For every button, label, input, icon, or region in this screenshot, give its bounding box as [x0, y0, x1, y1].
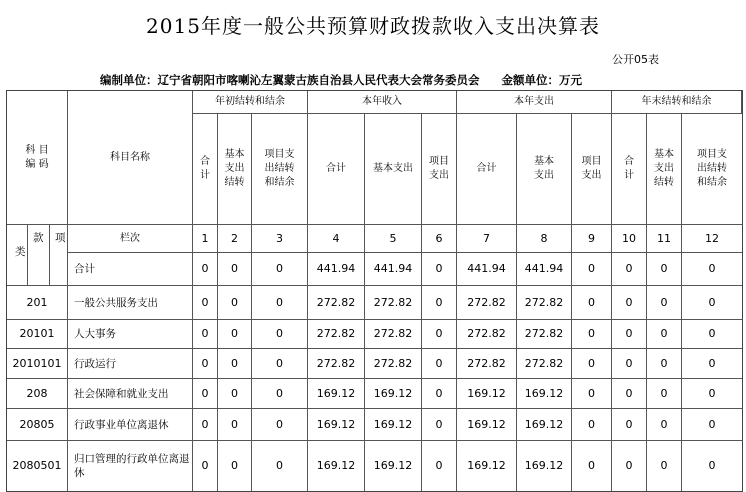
- row-name: 归口管理的行政单位离退休: [68, 441, 193, 491]
- group-header-2: 本年收入: [308, 91, 457, 114]
- lanci-label: 栏次: [68, 225, 193, 253]
- row-value: 0: [572, 349, 612, 379]
- row-value: 0: [682, 286, 742, 320]
- sub-header-5: 基本支出: [365, 114, 422, 225]
- row-value: 0: [252, 409, 308, 441]
- row-value: 0: [682, 409, 742, 441]
- row-value: 0: [252, 320, 308, 349]
- level-divider: [49, 225, 50, 286]
- row-value: 0: [572, 409, 612, 441]
- row-value: 0: [682, 349, 742, 379]
- row-value: 272.82: [517, 349, 572, 379]
- column-number-9: 9: [572, 225, 612, 253]
- row-value: 0: [572, 379, 612, 409]
- row-code: 2080501: [7, 441, 68, 491]
- xiang-label: 项: [55, 232, 66, 244]
- row-value: 0: [193, 286, 218, 320]
- row-value: 0: [612, 441, 647, 491]
- row-value: 272.82: [365, 349, 422, 379]
- row-value: 0: [682, 253, 742, 286]
- row-value: 169.12: [457, 409, 517, 441]
- budget-table: [6, 90, 743, 492]
- row-value: 0: [612, 379, 647, 409]
- sub-header-7: 合计: [457, 114, 517, 225]
- row-value: 0: [422, 286, 457, 320]
- row-name: 人大事务: [68, 320, 193, 349]
- row-value: 441.94: [517, 253, 572, 286]
- row-value: 272.82: [517, 320, 572, 349]
- row-value: 0: [612, 409, 647, 441]
- form-number: 公开05表: [612, 53, 659, 66]
- row-value: 0: [422, 379, 457, 409]
- row-value: 0: [647, 349, 682, 379]
- row-value: 272.82: [365, 320, 422, 349]
- level-header-block: [7, 225, 68, 286]
- row-value: 441.94: [365, 253, 422, 286]
- row-value: 272.82: [457, 349, 517, 379]
- level-divider: [27, 225, 28, 286]
- row-value: 0: [682, 320, 742, 349]
- row-value: 0: [647, 253, 682, 286]
- row-name: 行政事业单位离退休: [68, 409, 193, 441]
- row-value: 0: [252, 253, 308, 286]
- row-value: 0: [422, 320, 457, 349]
- row-value: 0: [572, 441, 612, 491]
- row-value: 441.94: [308, 253, 365, 286]
- row-code: 2010101: [7, 349, 68, 379]
- row-value: 272.82: [365, 286, 422, 320]
- row-value: 441.94: [457, 253, 517, 286]
- sub-header-1: 合 计: [193, 114, 218, 225]
- row-value: 0: [422, 409, 457, 441]
- row-value: 169.12: [457, 379, 517, 409]
- subject-name-header: 科目名称: [68, 91, 193, 225]
- row-value: 272.82: [517, 286, 572, 320]
- row-value: 0: [252, 286, 308, 320]
- row-name: 社会保障和就业支出: [68, 379, 193, 409]
- row-value: 272.82: [457, 286, 517, 320]
- row-value: 272.82: [308, 349, 365, 379]
- row-name: 一般公共服务支出: [68, 286, 193, 320]
- row-value: 169.12: [517, 379, 572, 409]
- row-value: 0: [218, 320, 252, 349]
- row-value: 169.12: [308, 379, 365, 409]
- report-meta: [100, 72, 582, 88]
- row-value: 169.12: [365, 441, 422, 491]
- row-value: 0: [218, 253, 252, 286]
- group-header-4: 年末结转和结余: [612, 91, 742, 114]
- row-value: 0: [708, 459, 716, 472]
- column-number-12: 12: [682, 225, 742, 253]
- row-value: 0: [252, 349, 308, 379]
- row-value: 0: [612, 349, 647, 379]
- sub-header-2: 基本 支出 结转: [218, 114, 252, 225]
- group-header-1: 年初结转和结余: [193, 91, 308, 114]
- row-value: 169.12: [365, 409, 422, 441]
- sub-header-3: 项目支 出结转 和结余: [252, 114, 308, 225]
- row-value: 0: [193, 349, 218, 379]
- row-value: 0: [218, 379, 252, 409]
- row-value: 0: [647, 320, 682, 349]
- sub-header-8: 基本 支出: [517, 114, 572, 225]
- sub-header-4: 合计: [308, 114, 365, 225]
- column-number-5: 5: [365, 225, 422, 253]
- row-value: 0: [572, 253, 612, 286]
- row-value: 0: [422, 253, 457, 286]
- sub-header-12: 项目支 出结转 和结余: [682, 114, 742, 225]
- row-value: 0: [218, 441, 252, 491]
- column-number-7: 7: [457, 225, 517, 253]
- column-number-2: 2: [218, 225, 252, 253]
- row-value: 0: [647, 409, 682, 441]
- row-code: 20101: [7, 320, 68, 349]
- column-number-1: 1: [193, 225, 218, 253]
- sub-header-9: 项目 支出: [572, 114, 612, 225]
- row-value: 272.82: [308, 320, 365, 349]
- row-value: 0: [218, 349, 252, 379]
- column-number-10: 10: [612, 225, 647, 253]
- sub-header-11: 基本 支出 结转: [647, 114, 682, 225]
- subject-code-header: 科 目 编 码: [7, 91, 68, 225]
- row-value: 0: [422, 349, 457, 379]
- row-value: 0: [647, 441, 682, 491]
- page-title: 2015年度一般公共预算财政拨款收入支出决算表: [146, 14, 600, 38]
- amount-unit: 金额单位：万元: [501, 73, 582, 87]
- row-code: 208: [7, 379, 68, 409]
- row-value: 0: [612, 286, 647, 320]
- row-value: 0: [218, 409, 252, 441]
- row-value: 0: [193, 409, 218, 441]
- row-value: 0: [422, 441, 457, 491]
- row-value: 169.12: [457, 441, 517, 491]
- column-number-3: 3: [252, 225, 308, 253]
- unit-name: 编制单位：辽宁省朝阳市喀喇沁左翼蒙古族自治县人民代表大会常务委员会: [100, 73, 480, 87]
- row-name: 行政运行: [68, 349, 193, 379]
- row-value: 169.12: [517, 409, 572, 441]
- row-value: 0: [647, 286, 682, 320]
- row-value: 272.82: [457, 320, 517, 349]
- row-value: 0: [612, 320, 647, 349]
- row-value: 0: [647, 379, 682, 409]
- row-value: 0: [252, 379, 308, 409]
- column-number-6: 6: [422, 225, 457, 253]
- row-value: 0: [572, 286, 612, 320]
- row-code: 20805: [7, 409, 68, 441]
- lei-label: 类: [15, 246, 26, 258]
- row-value: 169.12: [517, 441, 572, 491]
- kuan-label: 款: [33, 232, 44, 244]
- column-number-8: 8: [517, 225, 572, 253]
- row-value: 0: [612, 253, 647, 286]
- row-value: 0: [193, 253, 218, 286]
- row-value: 272.82: [308, 286, 365, 320]
- row-value: 169.12: [365, 379, 422, 409]
- sub-header-10: 合 计: [612, 114, 647, 225]
- row-value: 0: [252, 441, 308, 491]
- row-value: 0: [572, 320, 612, 349]
- row-value: 0: [682, 379, 742, 409]
- row-value: 0: [218, 286, 252, 320]
- column-number-4: 4: [308, 225, 365, 253]
- row-code: 201: [7, 286, 68, 320]
- row-value: 169.12: [308, 441, 365, 491]
- row-value: 0: [193, 320, 218, 349]
- row-value: 0: [193, 441, 218, 491]
- group-header-3: 本年支出: [457, 91, 612, 114]
- column-number-11: 11: [647, 225, 682, 253]
- row-value: 169.12: [308, 409, 365, 441]
- row-value: 0: [193, 379, 218, 409]
- sub-header-6: 项目 支出: [422, 114, 457, 225]
- row-name: 合计: [68, 253, 193, 286]
